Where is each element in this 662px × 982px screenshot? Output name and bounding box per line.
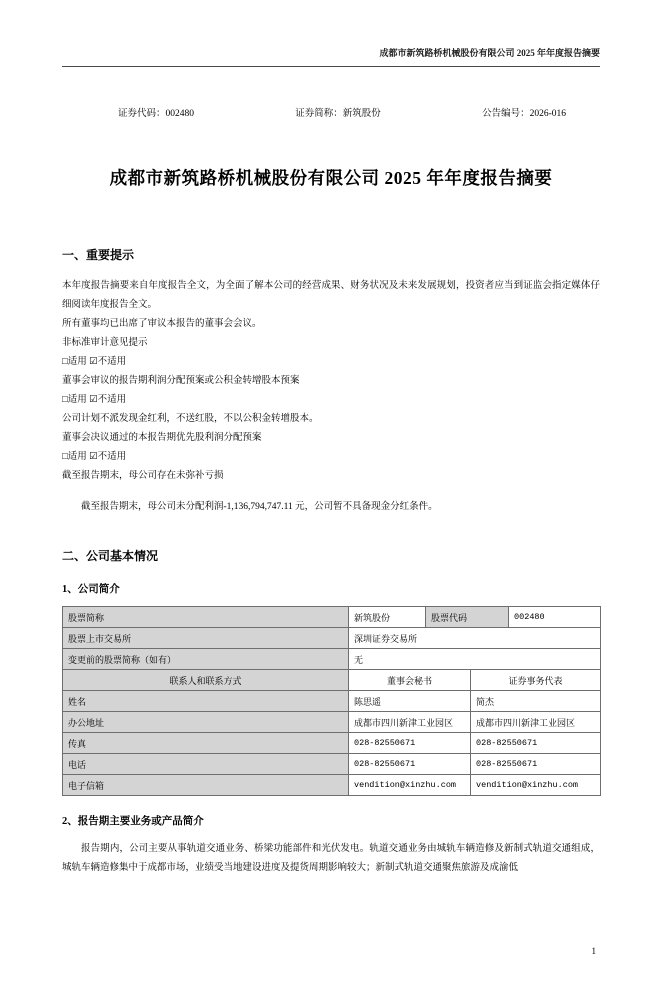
table-row [63,733,601,754]
secretary-phone-cell: 028-82550671 [349,754,471,775]
running-header: 成都市新筑路桥机械股份有限公司 2025 年年度报告摘要 [62,46,600,67]
applicability-line: □适用 ☑不适用 [62,395,127,405]
address-label-cell: 办公地址 [63,712,349,733]
representative-email-cell: vendition@xinzhu.com [471,775,601,796]
table-row [63,607,601,628]
table-row [63,670,601,691]
fax-label-cell: 传真 [63,733,349,754]
subsection-heading-company-profile: 1、公司简介 [62,584,120,595]
applicability-line: □适用 ☑不适用 [62,452,127,462]
table-row [63,691,601,712]
table-row [63,649,601,670]
representative-phone-cell: 028-82550671 [471,754,601,775]
announcement-no-text: 公告编号：2026-016 [482,109,566,119]
name-label-cell: 姓名 [63,691,349,712]
exchange-value-cell: 深圳证券交易所 [349,628,601,649]
stock-code-label-cell: 股票代码 [426,607,509,628]
section-heading-company-basics: 二、公司基本情况 [62,549,159,563]
main-business-body [62,840,600,878]
email-label-cell: 电子信箱 [63,775,349,796]
page-number: 1 [591,946,596,956]
table-row [63,628,601,649]
secretary-email-cell: vendition@xinzhu.com [349,775,471,796]
report-page [0,46,662,982]
subsection-heading-main-business: 2、报告期主要业务或产品简介 [62,816,204,827]
stock-code-value-cell: 002480 [509,607,601,628]
notice-paragraph: 本年度报告摘要来自年度报告全文，为全面了解本公司的经营成果、财务状况及未来发展规划，投资者应当到证监会指定媒体仔细阅读年度报告全文。 [62,281,600,310]
secretary-header-cell: 董事会秘书 [349,670,471,691]
secretary-address-cell: 成都市四川新津工业园区 [349,712,471,733]
notice-paragraph: 董事会决议通过的本报告期优先股利润分配预案 [62,433,262,443]
unallocated-profit-note: 截至报告期末，母公司未分配利润-1,136,794,747.11 元，公司暂不具备现金分红条件。 [81,502,438,512]
phone-label-cell: 电话 [63,754,349,775]
former-abbr-value-cell: 无 [349,649,601,670]
table-row [63,754,601,775]
stock-abbr-value-cell: 新筑股份 [349,607,426,628]
business-paragraph: 报告期内，公司主要从事轨道交通业务、桥梁功能部件和光伏发电。轨道交通业务由城轨车辆造修及新制式轨道交通组成，城轨车辆造修集中于成都市场，业绩受当地建设进度及提货周期影响较大；新制式轨道交通聚焦旅游及成渝低 [62,844,600,873]
stock-abbr-label-cell: 股票简称 [63,607,349,628]
stock-abbr-text: 证券简称：新筑股份 [295,109,381,119]
notice-paragraph: 董事会审议的报告期利润分配预案或公积金转增股本预案 [62,376,300,386]
important-notice-body [62,277,600,517]
representative-header-cell: 证券事务代表 [471,670,601,691]
applicability-line: □适用 ☑不适用 [62,357,127,367]
former-abbr-label-cell: 变更前的股票简称（如有） [63,649,349,670]
secretary-name-cell: 陈思遥 [349,691,471,712]
secretary-fax-cell: 028-82550671 [349,733,471,754]
representative-name-cell: 简杰 [471,691,601,712]
table-row [63,712,601,733]
document-title: 成都市新筑路桥机械股份有限公司 2025 年年度报告摘要 [109,168,553,188]
table-row [63,775,601,796]
stock-code-text: 证券代码：002480 [118,109,195,119]
notice-paragraph: 非标准审计意见提示 [62,338,148,348]
exchange-label-cell: 股票上市交易所 [63,628,349,649]
notice-paragraph: 公司计划不派发现金红利，不送红股，不以公积金转增股本。 [62,414,319,424]
company-info-table [62,606,601,796]
section-heading-important-notice: 一、重要提示 [62,248,135,262]
representative-fax-cell: 028-82550671 [471,733,601,754]
representative-address-cell: 成都市四川新津工业园区 [471,712,601,733]
notice-paragraph: 截至报告期末，母公司存在未弥补亏损 [62,471,224,481]
codes-row [62,105,600,119]
notice-paragraph: 所有董事均已出席了审议本报告的董事会会议。 [62,319,262,329]
contact-header-cell: 联系人和联系方式 [63,670,349,691]
